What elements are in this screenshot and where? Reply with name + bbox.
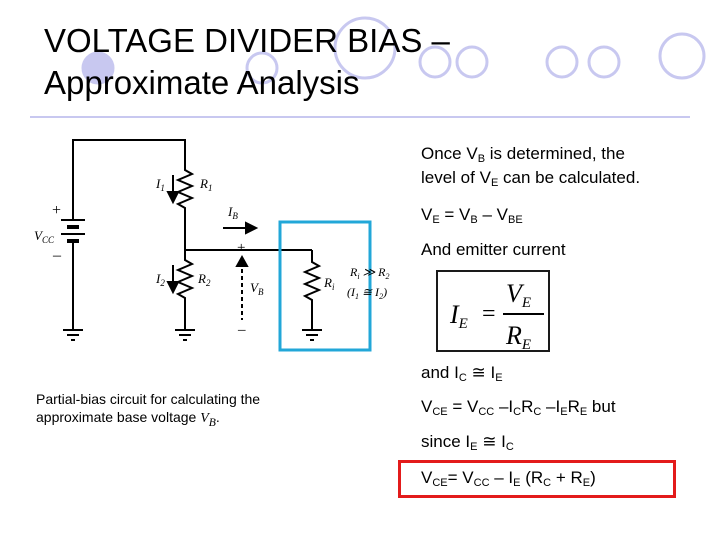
decor-circle [547, 47, 577, 77]
ground-symbol [63, 330, 83, 340]
figure-caption: Partial-bias circuit for calculating the approximate base voltage $V_B$. [36, 391, 261, 429]
emitter-current-formula [436, 270, 550, 352]
battery-minus-sign: – [53, 247, 61, 264]
decor-circle [457, 47, 487, 77]
equation-ve: $V_E = V_B - V_{BE}$ [421, 205, 523, 226]
text-since-ie-ic: since $I_E$ ≅ $I_C$ [421, 432, 514, 453]
slide-title [44, 20, 450, 104]
battery-plus-sign: + [52, 202, 62, 219]
vb-arrowhead [237, 257, 247, 266]
ground-symbol [302, 330, 322, 340]
r2-label: $R_2$ [198, 271, 211, 288]
i2-arrowhead [168, 282, 178, 292]
vb-minus-sign: – [238, 322, 246, 338]
current-condition: ($I_1$ ≅ $I_2$) [347, 285, 388, 301]
r1-label: $R_1$ [200, 176, 213, 193]
top-rail-wire [73, 140, 185, 185]
formula-equals: = [482, 301, 496, 327]
voltage-divider-circuit [30, 130, 400, 360]
ri-resistor [305, 250, 319, 330]
text-level-ve: level of $V_E$ can be calculated. [421, 168, 641, 189]
equation-vce-final: $V_{CE}= V_{CC} - I_E$ $(R_C + R_E)$ [421, 468, 596, 489]
vb-plus-sign: + [237, 240, 246, 256]
formula-numerator: VE [506, 279, 532, 311]
i2-label: $I_2$ [156, 271, 165, 288]
formula-denominator: RE [506, 321, 532, 350]
vcc-label: $V_{CC}$ [34, 228, 54, 245]
title-line-2: Approximate Analysis [44, 64, 360, 101]
text-once-vb: Once $V_B$ is determined, the [421, 144, 625, 165]
ib-arrowhead [246, 223, 256, 233]
text-emitter-current: And emitter current [421, 240, 566, 259]
vb-label: $V_B$ [250, 280, 264, 297]
caption-vb-symbol: $V_B$ [200, 411, 216, 429]
r2-resistor [178, 250, 192, 330]
equation-vce-full: $V_{CE} = V_{CC}$ $-I_CR_C$ $-I_ER_E$ but [421, 397, 616, 418]
ground-symbol [175, 330, 195, 340]
decor-circle [589, 47, 619, 77]
ib-label: $I_B$ [228, 204, 238, 221]
ri-condition: $R_i$ ≫ $R_2$ [350, 265, 390, 281]
ri-label: $R_i$ [324, 275, 335, 292]
i1-label: $I_1$ [156, 176, 165, 193]
formula-lhs: IE [450, 300, 468, 332]
title-line-1: VOLTAGE DIVIDER BIAS – [44, 22, 450, 59]
text-ic-approx-ie: and $I_C$ ≅ $I_E$ [421, 363, 503, 384]
i1-arrowhead [168, 192, 178, 202]
decor-circle [660, 34, 704, 78]
r1-resistor [178, 160, 192, 250]
